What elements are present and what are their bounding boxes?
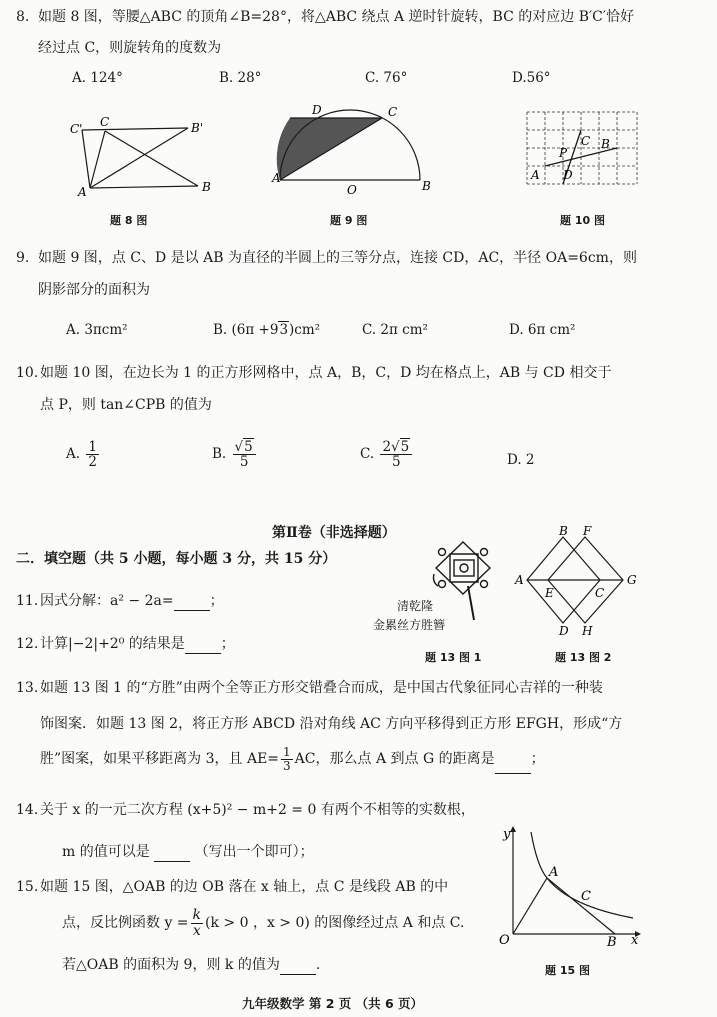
q15-text-line2: 点，反比例函数 y = $\frac{k}{x}$ (k > 0 ，x > 0) 的图像经过点 A 和点 C. — [62, 906, 465, 939]
figure-13-2 — [515, 524, 645, 638]
fig13-photo-caption-1: 清乾隆 — [397, 599, 434, 613]
fig8-label-b: B — [202, 180, 211, 194]
fig10-label-p: P — [559, 146, 568, 160]
q9-text-line2: 阴影部分的面积为 — [38, 282, 150, 298]
fig13-label-c: C — [595, 586, 605, 600]
q9-text-line1: 如题 9 图，点 C、D 是以 AB 为直径的半圆上的三等分点，连接 CD，AC，半径 OA=6cm，则 — [38, 250, 637, 266]
part2-title: 第Ⅱ卷（非选择题） — [272, 525, 396, 541]
q9-option-a: A. 3πcm² — [66, 322, 128, 338]
q11-text: 因式分解：a² − 2a= ； — [40, 593, 224, 609]
fig10-caption: 题 10 图 — [560, 214, 605, 227]
q8-option-b: B. 28° — [219, 70, 262, 86]
q8-text-line1: 如题 8 图，等腰△ABC 的顶角∠B=28°，将△ABC 绕点 A 逆时针旋转，BC 的对应边 B′C′恰好 — [38, 9, 635, 25]
figure-9 — [272, 100, 432, 195]
fig9-label-d: D — [312, 103, 322, 117]
q15-text-line3: 若△OAB 的面积为 9，则 k 的值为 . — [62, 957, 321, 973]
fig15-label-a: A — [549, 865, 559, 880]
fig15-label-o: O — [499, 933, 510, 948]
fig13-label-h: H — [582, 624, 593, 638]
fig15-label-y: y — [503, 827, 511, 842]
fig15-caption: 题 15 图 — [545, 964, 590, 977]
q15-number: 15. — [16, 879, 39, 895]
figure-10 — [525, 110, 640, 188]
q14-text-line1: 关于 x 的一元二次方程 (x+5)² − m+2 = 0 有两个不相等的实数根， — [40, 802, 475, 818]
q15-text-line1: 如题 15 图，△OAB 的边 OB 落在 x 轴上，点 C 是线段 AB 的中 — [40, 879, 449, 895]
q13-text-line3: 胜”图案，如果平移距离为 3，且 AE= $\frac{1}{3}$ AC，那么点 A 到点 G 的距离是 ； — [40, 744, 545, 773]
fig13-label-f: F — [583, 524, 592, 538]
fig9-label-a: A — [272, 171, 281, 185]
q8-number: 8. — [16, 9, 30, 25]
fig13-label-b: B — [559, 524, 568, 538]
page-footer: 九年级数学 第 2 页 （共 6 页） — [242, 996, 424, 1011]
fig8-label-bprime: B' — [191, 121, 204, 135]
fig13-photo-caption-2: 金累丝方胜簪 — [373, 618, 446, 632]
q13-text-line2: 饰图案．如题 13 图 2，将正方形 ABCD 沿对角线 AC 方向平移得到正方形 EFGH，形成“方 — [40, 716, 623, 732]
q11-number: 11. — [16, 593, 39, 609]
fig8-label-cprime: C' — [70, 122, 83, 136]
q10-text-line2: 点 P，则 tan∠CPB 的值为 — [40, 397, 212, 413]
q12-number: 12. — [16, 636, 39, 652]
fig8-label-c: C — [100, 115, 110, 129]
q12-text: 计算|−2|+2⁰ 的结果是 ； — [40, 636, 235, 652]
q10-option-c: C. $\frac{2√5}{5}$ — [360, 440, 414, 469]
q8-text-line2: 经过点 C，则旋转角的度数为 — [38, 40, 222, 56]
q9-option-b: B. (6π +93)cm² — [213, 322, 321, 338]
fig9-label-c: C — [388, 105, 398, 119]
q10-number: 10. — [16, 365, 39, 381]
fig13-label-g: G — [627, 573, 637, 587]
fig15-label-x: x — [631, 933, 639, 948]
q10-option-a: A. $\frac{1}{2}$ — [66, 439, 97, 471]
fig10-label-b: B — [601, 137, 610, 151]
q13-text-line1: 如题 13 图 1 的“方胜”由两个全等正方形交错叠合而成，是中国古代象征同心吉祥的一种装 — [40, 680, 603, 696]
q8-option-a: A. 124° — [72, 70, 123, 86]
fig13-label-d: D — [559, 624, 569, 638]
fig15-label-b: B — [607, 935, 617, 950]
figure-13-hairpin-illustration — [428, 540, 498, 620]
q9-option-d: D. 6π cm² — [509, 322, 576, 338]
fig15-label-c: C — [581, 889, 591, 904]
fig9-label-b: B — [422, 179, 431, 193]
q10-option-b: B. $\frac{√5}{5}$ — [212, 440, 258, 469]
fig13-label-a: A — [515, 573, 524, 587]
q14-number: 14. — [16, 802, 39, 818]
fig13-caption-2: 题 13 图 2 — [555, 651, 612, 664]
fig9-caption: 题 9 图 — [330, 214, 368, 227]
q9-number: 9. — [16, 250, 30, 266]
fig8-label-a: A — [78, 185, 87, 199]
q10-option-d: D. 2 — [507, 452, 535, 468]
fig13-caption-1: 题 13 图 1 — [425, 651, 482, 664]
q10-text-line1: 如题 10 图，在边长为 1 的正方形网格中，点 A，B，C，D 均在格点上，AB 与 CD 相交于 — [40, 365, 612, 381]
q13-number: 13. — [16, 680, 39, 696]
q8-option-d: D.56° — [512, 70, 551, 86]
figure-8 — [60, 115, 230, 203]
fig8-caption: 题 8 图 — [110, 214, 148, 227]
q8-option-c: C. 76° — [365, 70, 408, 86]
fig10-label-d: D — [563, 168, 573, 182]
q9-option-c: C. 2π cm² — [362, 322, 428, 338]
figure-15 — [495, 826, 645, 950]
fig10-label-c: C — [581, 134, 591, 148]
fig10-label-a: A — [531, 168, 540, 182]
q14-text-line2: m 的值可以是 （写出一个即可）； — [62, 844, 314, 860]
fig13-label-e: E — [545, 586, 554, 600]
fig9-label-o: O — [347, 183, 357, 197]
part2-section-heading: 二．填空题（共 5 小题，每小题 3 分，共 15 分） — [16, 551, 337, 567]
